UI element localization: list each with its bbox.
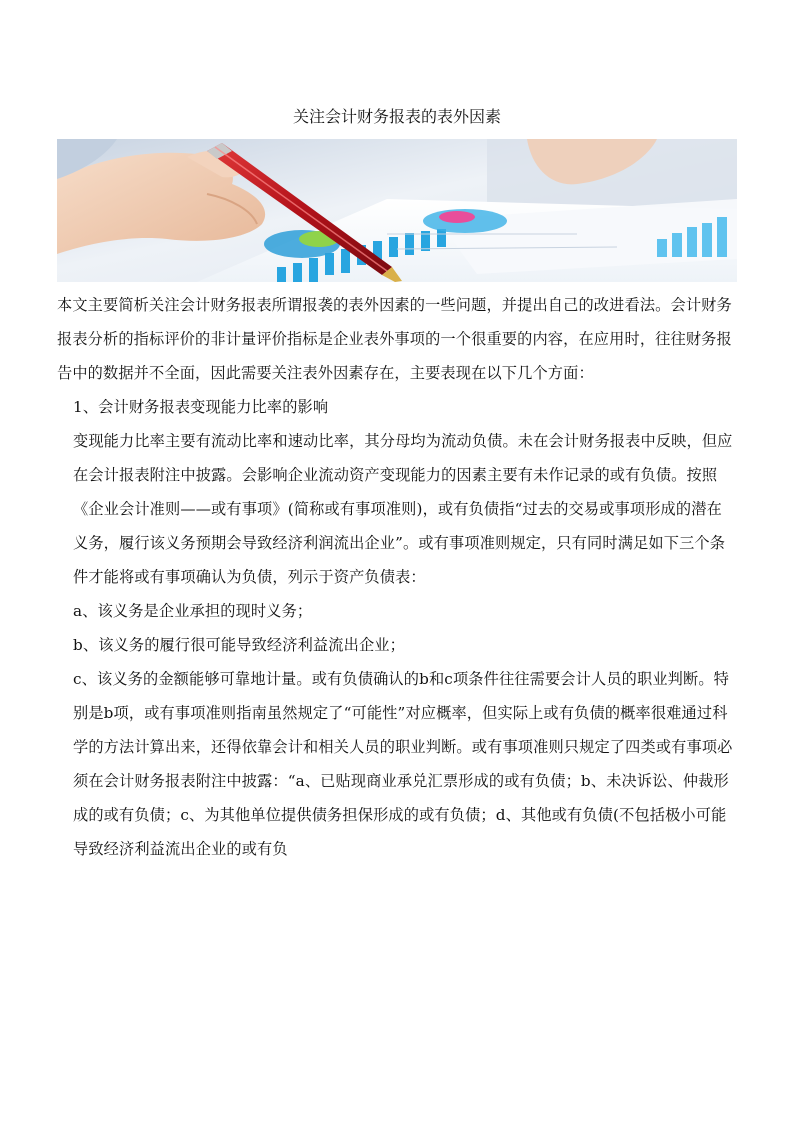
document-title: 关注会计财务报表的表外因素 bbox=[292, 107, 501, 126]
intro-paragraph: 本文主要简析关注会计财务报表所谓报袭的表外因素的一些问题，并提出自己的改进看法。会计财务报表分析的指标评价的非计量评价指标是企业表外事项的一个很重要的内容，在应用时，往往财务报告中的数据并不全面，因此需要关注表外因素存在，主要表现在以下几个方面： bbox=[57, 296, 732, 382]
paragraph: 变现能力比率主要有流动比率和速动比率，其分母均为流动负债。未在会计财务报表中反映，但应在会计报表附注中披露。会影响企业流动资产变现能力的因素主要有未作记录的或有负债。按照《企业会计准则——或有事项》(简称或有事项准则)，或有负债指“过去的交易或事项形成的潜在义务，履行该义务预期会导致经济利润流出企业”。或有事项准则规定，只有同时满足如下三个条件才能将或有事项确认为负债，列示于资产负债表： bbox=[73, 432, 733, 586]
list-item-b: b、该义务的履行很可能导致经济利益流出企业； bbox=[73, 636, 405, 654]
article-body bbox=[57, 288, 737, 866]
hero-image bbox=[57, 139, 737, 282]
section-heading: 1、会计财务报表变现能力比率的影响 bbox=[73, 398, 329, 416]
hand-pen-chart-illustration bbox=[57, 139, 737, 282]
list-item-c: c、该义务的金额能够可靠地计量。或有负债确认的b和c项条件往往需要会计人员的职业判断。特别是b项，或有事项准则指南虽然规定了“可能性”对应概率，但实际上或有负债的概率很难通过科学的方法计算出来，还得依靠会计和相关人员的职业判断。或有事项准则只规定了四类或有事项必须在会计财务报表附注中披露：“a、已贴现商业承兑汇票形成的或有负债；b、未决诉讼、仲裁形成的或有负债；c、为其他单位提供债务担保形成的或有负债；d、其他或有负债(不包括极小可能导致经济利益流出企业的或有负 bbox=[73, 670, 733, 858]
list-item-a: a、该义务是企业承担的现时义务； bbox=[73, 602, 313, 620]
